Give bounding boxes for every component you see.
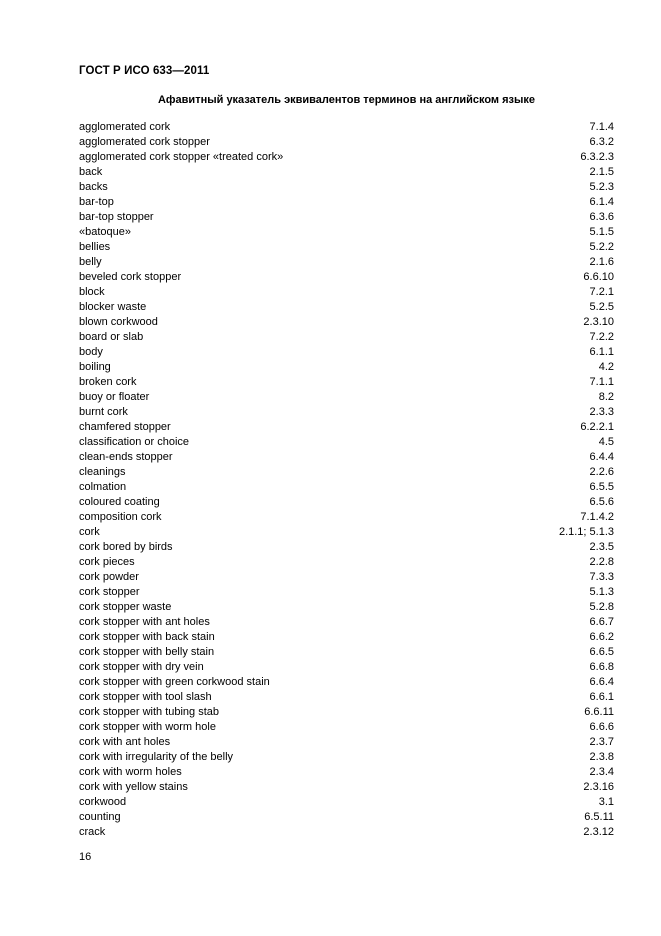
index-entry (79, 525, 614, 540)
index-reference: 6.6.8 (589, 661, 614, 673)
index-term: cork powder (79, 571, 139, 583)
index-reference: 2.3.8 (589, 751, 614, 763)
index-entry (79, 435, 614, 450)
index-term: agglomerated cork stopper «treated cork» (79, 151, 284, 163)
index-entry (79, 630, 614, 645)
index-reference: 6.6.7 (589, 616, 614, 628)
index-reference: 2.2.8 (589, 556, 614, 568)
index-term: boiling (79, 361, 111, 373)
index-reference: 2.1.1; 5.1.3 (558, 526, 614, 538)
index-reference: 6.6.2 (589, 631, 614, 643)
index-entry (79, 495, 614, 510)
index-term: cork with ant holes (79, 736, 171, 748)
index-term: bellies (79, 241, 111, 253)
index-entry (79, 300, 614, 315)
index-reference: 6.6.6 (589, 721, 614, 733)
index-reference: 6.1.4 (589, 196, 614, 208)
index-entry (79, 690, 614, 705)
index-reference: 5.2.2 (589, 241, 614, 253)
index-term: cork stopper with ant holes (79, 616, 210, 628)
index-entry (79, 405, 614, 420)
index-entry (79, 540, 614, 555)
index-term: bar-top stopper (79, 211, 154, 223)
index-entry (79, 465, 614, 480)
index-reference: 7.2.2 (589, 331, 614, 343)
index-reference: 6.6.1 (589, 691, 614, 703)
index-term: burnt cork (79, 406, 128, 418)
index-reference: 8.2 (598, 391, 614, 403)
term-index-list (79, 120, 614, 840)
index-term: cork with yellow stains (79, 781, 188, 793)
index-term: cork stopper with tool slash (79, 691, 212, 703)
index-entry (79, 555, 614, 570)
index-term: cork with irregularity of the belly (79, 751, 234, 763)
index-entry (79, 120, 614, 135)
index-reference: 5.2.5 (589, 301, 614, 313)
index-reference: 6.5.11 (584, 811, 614, 823)
index-reference: 6.3.2.3 (580, 151, 614, 163)
index-reference: 2.3.4 (589, 766, 614, 778)
index-reference: 2.3.16 (583, 781, 614, 793)
index-entry (79, 195, 614, 210)
index-term: beveled cork stopper (79, 271, 182, 283)
index-entry (79, 345, 614, 360)
index-reference: 7.1.4 (589, 121, 614, 133)
index-term: clean-ends stopper (79, 451, 173, 463)
index-term: blocker waste (79, 301, 147, 313)
index-term: board or slab (79, 331, 144, 343)
index-entry (79, 390, 614, 405)
index-entry (79, 420, 614, 435)
index-reference: 2.2.6 (589, 466, 614, 478)
index-term: blown corkwood (79, 316, 158, 328)
index-term: chamfered stopper (79, 421, 171, 433)
index-entry (79, 255, 614, 270)
index-term: coloured coating (79, 496, 160, 508)
index-term: «batoque» (79, 226, 131, 238)
index-term: cork (79, 526, 100, 538)
index-term: counting (79, 811, 121, 823)
index-term: back (79, 166, 103, 178)
index-term: cleanings (79, 466, 126, 478)
index-term: cork stopper with back stain (79, 631, 215, 643)
index-entry (79, 795, 614, 810)
index-reference: 6.6.5 (589, 646, 614, 658)
index-term: cork bored by birds (79, 541, 173, 553)
index-entry (79, 645, 614, 660)
index-entry (79, 600, 614, 615)
index-term: cork with worm holes (79, 766, 182, 778)
index-entry (79, 285, 614, 300)
index-reference: 6.6.10 (583, 271, 614, 283)
index-title: Афавитный указатель эквивалентов терминов на английском языке (157, 94, 535, 106)
index-entry (79, 135, 614, 150)
index-entry (79, 510, 614, 525)
index-entry (79, 810, 614, 825)
index-term: agglomerated cork stopper (79, 136, 210, 148)
index-term: cork stopper with dry vein (79, 661, 204, 673)
index-entry (79, 270, 614, 285)
index-entry (79, 705, 614, 720)
index-term: cork stopper with green corkwood stain (79, 676, 270, 688)
index-reference: 4.5 (598, 436, 614, 448)
index-term: bar-top (79, 196, 114, 208)
index-reference: 2.3.3 (589, 406, 614, 418)
index-entry (79, 165, 614, 180)
index-reference: 7.3.3 (589, 571, 614, 583)
index-reference: 4.2 (598, 361, 614, 373)
index-reference: 5.1.5 (589, 226, 614, 238)
index-reference: 7.1.1 (589, 376, 614, 388)
index-term: agglomerated cork (79, 121, 171, 133)
index-term: corkwood (79, 796, 127, 808)
index-entry (79, 180, 614, 195)
index-reference: 6.3.2 (589, 136, 614, 148)
index-term: cork pieces (79, 556, 135, 568)
index-term: classification or choice (79, 436, 190, 448)
index-reference: 6.6.11 (584, 706, 614, 718)
index-reference: 2.3.12 (583, 826, 614, 838)
index-reference: 6.4.4 (589, 451, 614, 463)
index-term: cork stopper with belly stain (79, 646, 215, 658)
index-entry (79, 150, 614, 165)
index-reference: 6.2.2.1 (580, 421, 614, 433)
index-reference: 2.3.10 (583, 316, 614, 328)
index-term: broken cork (79, 376, 137, 388)
index-entry (79, 225, 614, 240)
index-term: cork stopper waste (79, 601, 172, 613)
index-reference: 5.1.3 (589, 586, 614, 598)
index-reference: 2.1.5 (589, 166, 614, 178)
index-reference: 2.3.7 (589, 736, 614, 748)
index-reference: 3.1 (598, 796, 614, 808)
index-term: cork stopper (79, 586, 140, 598)
index-reference: 5.2.3 (589, 181, 614, 193)
index-term: crack (79, 826, 106, 838)
index-reference: 6.6.4 (589, 676, 614, 688)
document-header: ГОСТ Р ИСО 633—2011 (79, 65, 210, 77)
index-term: composition cork (79, 511, 162, 523)
index-term: belly (79, 256, 102, 268)
index-term: buoy or floater (79, 391, 150, 403)
index-entry (79, 570, 614, 585)
index-entry (79, 780, 614, 795)
index-reference: 5.2.8 (589, 601, 614, 613)
index-reference: 2.3.5 (589, 541, 614, 553)
index-reference: 6.1.1 (589, 346, 614, 358)
index-term: cork stopper with tubing stab (79, 706, 220, 718)
index-entry (79, 675, 614, 690)
index-entry (79, 375, 614, 390)
index-entry (79, 210, 614, 225)
index-term: cork stopper with worm hole (79, 721, 216, 733)
index-entry (79, 585, 614, 600)
index-term: colmation (79, 481, 127, 493)
index-entry (79, 450, 614, 465)
index-entry (79, 615, 614, 630)
index-term: body (79, 346, 103, 358)
index-entry (79, 240, 614, 255)
index-entry (79, 330, 614, 345)
index-entry (79, 825, 614, 840)
index-reference: 2.1.6 (589, 256, 614, 268)
index-entry (79, 735, 614, 750)
index-entry (79, 480, 614, 495)
index-reference: 6.5.6 (589, 496, 614, 508)
page-number: 16 (79, 851, 92, 863)
index-entry (79, 720, 614, 735)
index-entry (79, 315, 614, 330)
index-entry (79, 660, 614, 675)
index-term: backs (79, 181, 108, 193)
index-entry (79, 360, 614, 375)
index-reference: 7.1.4.2 (580, 511, 614, 523)
index-reference: 7.2.1 (589, 286, 614, 298)
index-entry (79, 765, 614, 780)
index-reference: 6.5.5 (589, 481, 614, 493)
index-term: block (79, 286, 105, 298)
index-entry (79, 750, 614, 765)
index-reference: 6.3.6 (589, 211, 614, 223)
